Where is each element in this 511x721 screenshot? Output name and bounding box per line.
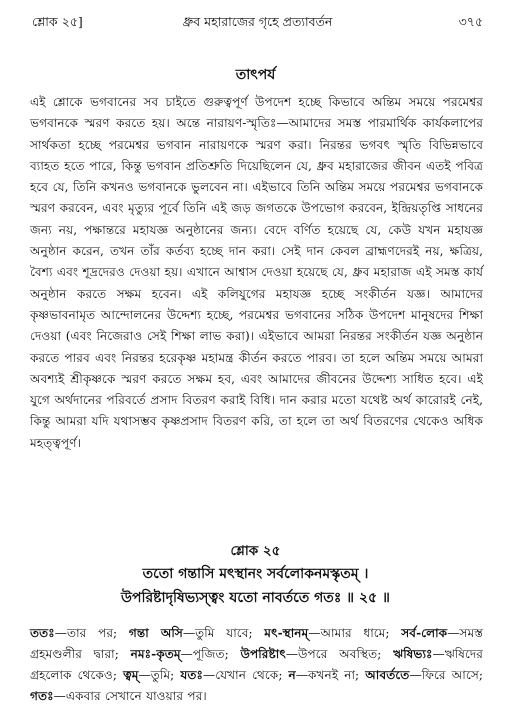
synonym-meaning: উপরে অবস্থিত;	[298, 647, 382, 661]
synonym-meaning: পূজিত;	[192, 647, 229, 661]
synonym-term: আবর্ততে	[365, 668, 410, 682]
synonym-meaning: একবার সেখানে যাওয়ার পর।	[65, 689, 207, 703]
synonym-term: ন	[288, 668, 296, 682]
synonym-term: ঋষিভ্যঃ	[393, 647, 433, 661]
synonyms-paragraph: ততঃ—তার পর; গন্তা অসি—তুমি যাবে; মৎ-স্থানম্—আমার ধামে; সর্ব-লোক—সমস্ত গ্রহমণ্ডলীর দ্বারা; নমঃ-কৃতম্—পূজিত; উপরিষ্টাৎ—উপরে অবস্থিত; ঋষিভ্যঃ—ঋষিদের গ্রহলোক থেকেও; ত্বম্—তুমি; যতঃ—যেখান থেকে; ন—কখনই না; আবর্ততে—ফিরে আসে; গতঃ—একবার সেখানে যাওয়ার পর।	[30, 626, 483, 703]
synonym-term: যতঃ	[180, 668, 204, 682]
synonym-term: মৎ-স্থানম্	[264, 626, 309, 640]
synonym-meaning: ফিরে আসে;	[421, 668, 483, 682]
verse-line-2: উপরিষ্টাদৃষিভ্যস্ত্বং যতো নাবর্ততে গতঃ ॥ ২৫ ॥	[121, 590, 390, 606]
verse-reference: শ্লোক ২৫]	[32, 14, 83, 29]
synonym-term: ততঃ	[30, 626, 55, 640]
synonym-term: ত্বম্	[123, 668, 139, 682]
purport-paragraph: এই শ্লোকে ভগবানের সব চাইতে গুরুত্বপূর্ণ উপদেশ হচ্ছে কিভাবে অন্তিম সময়ে পরমেশ্বর ভগবানকে স্মরণ করতে হয়। অন্তে নারায়ণ-স্মৃতিঃ—আমাদের সমস্ত পারমার্থিক কার্যকলাপের সার্থকতা হচ্ছে পরমেশ্বর ভগবান নারায়ণকে স্মরণ করা। নিরন্তর ভগবৎ স্মৃতি বিভিন্নভাবে ব্যাহত হতে পারে, কিন্তু ভগবান প্রতিশ্রুতি দিয়েছিলেন যে, ধ্রুব মহারাজের জীবন এতই পবিত্র হবে যে, তিনি কখনও ভগবানকে ভুলবেন না। এইভাবে তিনি অন্তিম সময়ে পরমেশ্বর ভগবানকে স্মরণ করবেন, এবং মৃত্যুর পূর্বে তিনি এই জড় জগতকে উপভোগ করবেন, ইন্দ্রিয়তৃপ্তি সাধনের জন্য নয়, পক্ষান্তরে মহাযজ্ঞ অনুষ্ঠানের জন্য। বেদে বর্ণিত হয়েছে যে, কেউ যখন মহাযজ্ঞ অনুষ্ঠান করেন, তখন তাঁর কর্তব্য হচ্ছে দান করা। সেই দান কেবল ব্রাহ্মণদেরই নয়, ক্ষত্রিয়, বৈশ্য এবং শূদ্রদেরও দেওয়া হয়। এখানে আশ্বাস দেওয়া হয়েছে যে, ধ্রুব মহারাজ এই সমস্ত কার্য অনুষ্ঠান করতে সক্ষম হবেন। এই কলিযুগের মহাযজ্ঞ হচ্ছে সংকীর্তন যজ্ঞ। আমাদের কৃষ্ণভাবনামৃত আন্দোলনের উদ্দেশ্য হচ্ছে, পরমেশ্বর ভগবানের সঠিক উপদেশ মানুষদের শিক্ষা দেওয়া (এবং নিজেরাও সেই শিক্ষা লাভ করা)। এইভাবে আমরা নিরন্তর সংকীর্তন যজ্ঞ অনুষ্ঠান করতে পারব এবং নিরন্তর হরেকৃষ্ণ মহামন্ত্র কীর্তন করতে পারব। তা হলে অন্তিম সময়ে আমরা অবশ্যই শ্রীকৃষ্ণকে স্মরণ করতে সক্ষম হব, এবং আমাদের জীবনের উদ্দেশ্য সাধিত হবে। এই যুগে অর্থদানের পরিবর্তে প্রসাদ বিতরণ করাই বিধি। দান করার মতো যথেষ্ট অর্থ কারোরই নেই, কিন্তু আমরা যদি যথাসম্ভব কৃষ্ণপ্রসাদ বিতরণ করি, তা হলে তা অর্থ বিতরণের থেকেও অধিক মহত্ত্বপূর্ণ।	[30, 95, 483, 450]
page-number: ৩৭৫	[458, 14, 483, 29]
synonym-term: উপরিষ্টাৎ	[240, 647, 286, 661]
synonym-meaning: তুমি;	[150, 668, 175, 682]
synonym-meaning: যেখান থেকে;	[215, 668, 283, 682]
verse-line-1: ততো গন্তাসি মৎস্থানং সর্বলোকনমস্কৃতম্ ।	[142, 566, 369, 582]
synonym-term: সর্ব-লোক	[401, 626, 448, 640]
synonym-meaning: কখনই না;	[308, 668, 360, 682]
synonym-term: গন্তা অসি	[128, 626, 183, 640]
synonym-term: নমঃ-কৃতম্	[130, 647, 181, 661]
synonym-meaning: তার পর;	[66, 626, 118, 640]
running-header	[32, 14, 483, 34]
synonym-meaning: সমস্ত গ্রহমণ্ডলীর দ্বারা;	[30, 626, 483, 661]
synonym-meaning: আমার ধামে;	[320, 626, 390, 640]
chapter-title: ধ্রুব মহারাজের গৃহে প্রত্যাবর্তন	[182, 14, 333, 29]
synonym-meaning: ঋষিদের গ্রহলোক থেকেও;	[30, 647, 483, 682]
synonym-meaning: তুমি যাবে;	[195, 626, 253, 640]
verse-number: শ্লোক ২৫	[230, 543, 281, 559]
purport-title: তাৎপর্য	[235, 67, 276, 83]
synonym-term: গতঃ	[30, 689, 54, 703]
